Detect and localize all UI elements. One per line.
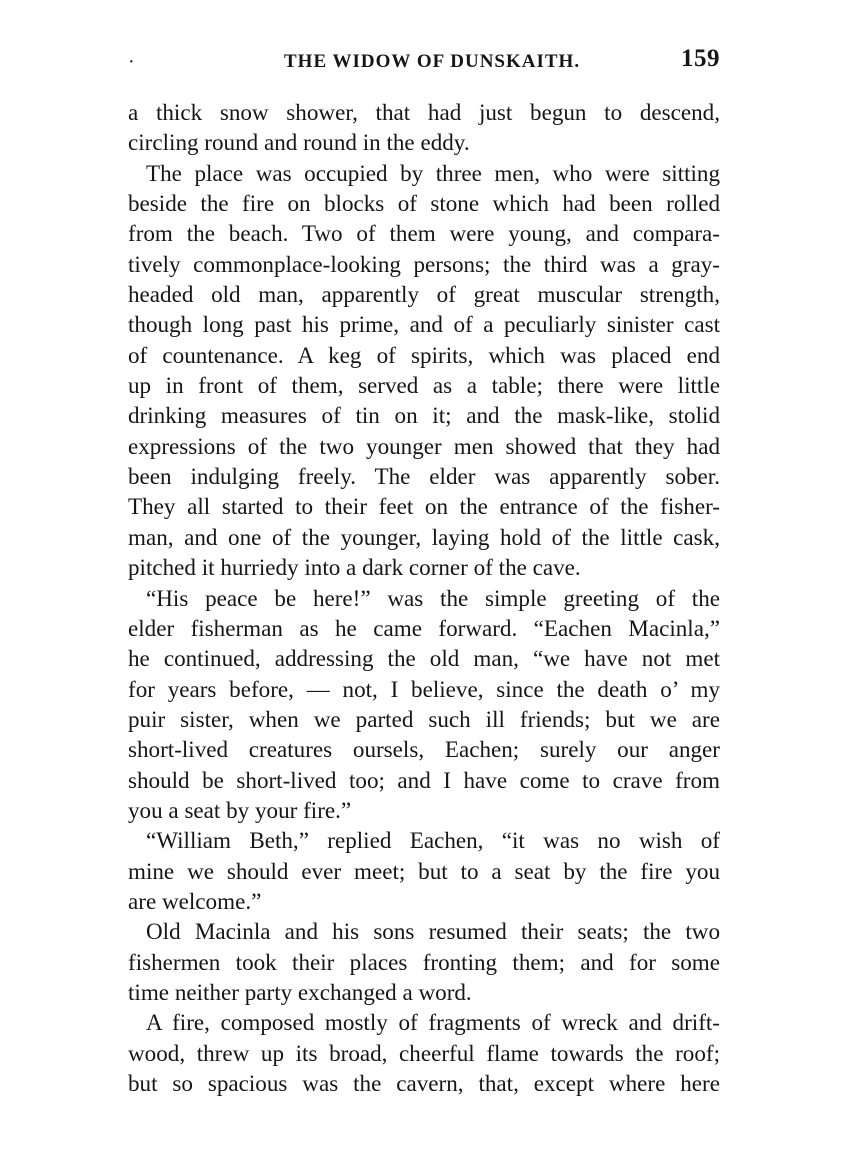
text-line: man, and one of the younger, laying hold of the little cask, <box>128 523 720 550</box>
paragraph <box>128 916 720 1007</box>
text-line: beside the fire on blocks of stone which had been rolled <box>128 190 720 217</box>
text-line: “William Beth,” replied Eachen, “it was no wish of <box>146 827 720 854</box>
text-line: elder fisherman as he came forward. “Eachen Macinla,” <box>128 614 720 641</box>
page-number: 159 <box>681 45 720 72</box>
paragraph <box>128 158 720 583</box>
text-line: They all started to their feet on the entrance of the fisher- <box>128 493 720 520</box>
paragraph <box>128 825 720 916</box>
text-line: headed old man, apparently of great muscular strength, <box>128 281 720 308</box>
text-line: tively commonplace-looking persons; the third was a gray- <box>128 250 720 277</box>
running-head-title: THE WIDOW OF DUNSKAITH. <box>284 51 581 72</box>
text-line: for years before, — not, I believe, since the death o’ my <box>128 675 720 702</box>
text-line: A fire, composed mostly of fragments of wreck and drift- <box>146 1009 720 1036</box>
text-line: should be short-lived too; and I have come to crave from <box>128 766 720 793</box>
paragraph <box>128 97 720 158</box>
paragraph <box>128 1007 720 1098</box>
text-line: of countenance. A keg of spirits, which was placed end <box>128 341 720 368</box>
text-line: but so spacious was the cavern, that, except where here <box>128 1070 720 1096</box>
text-line: expressions of the two younger men showed that they had <box>128 432 720 459</box>
text-line: fishermen took their places fronting them; and for some <box>128 948 720 975</box>
text-line: you a seat by your fire.” <box>128 796 352 823</box>
text-line: pitched it hurriedy into a dark corner of the cave. <box>128 554 581 581</box>
text-line: “His peace be here!” was the simple greeting of the <box>146 584 720 611</box>
text-line: short-lived creatures oursels, Eachen; surely our anger <box>128 736 720 763</box>
text-line: from the beach. Two of them were young, and compara- <box>128 220 720 247</box>
text-line: Old Macinla and his sons resumed their seats; the two <box>146 918 720 945</box>
text-line: The place was occupied by three men, who were sitting <box>146 159 720 186</box>
text-line: a thick snow shower, that had just begun to descend, <box>128 99 720 125</box>
text-line: been indulging freely. The elder was apparently sober. <box>128 463 720 490</box>
text-line: time neither party exchanged a word. <box>128 978 472 1005</box>
running-head-marker: · <box>128 51 135 73</box>
text-line: though long past his prime, and of a peculiarly sinister cast <box>128 311 720 338</box>
text-line: are welcome.” <box>128 887 262 914</box>
text-line: circling round and round in the eddy. <box>128 129 470 156</box>
text-line: wood, threw up its broad, cheerful flame towards the roof; <box>128 1039 720 1066</box>
running-head <box>128 44 720 76</box>
body-text <box>128 97 720 1098</box>
text-line: up in front of them, served as a table; there were little <box>128 372 720 399</box>
text-line: mine we should ever meet; but to a seat by the fire you <box>128 857 720 884</box>
text-line: he continued, addressing the old man, “we have not met <box>128 645 720 672</box>
text-line: drinking measures of tin on it; and the mask-like, stolid <box>128 402 720 429</box>
paragraph <box>128 583 720 826</box>
text-line: puir sister, when we parted such ill friends; but we are <box>128 705 720 732</box>
